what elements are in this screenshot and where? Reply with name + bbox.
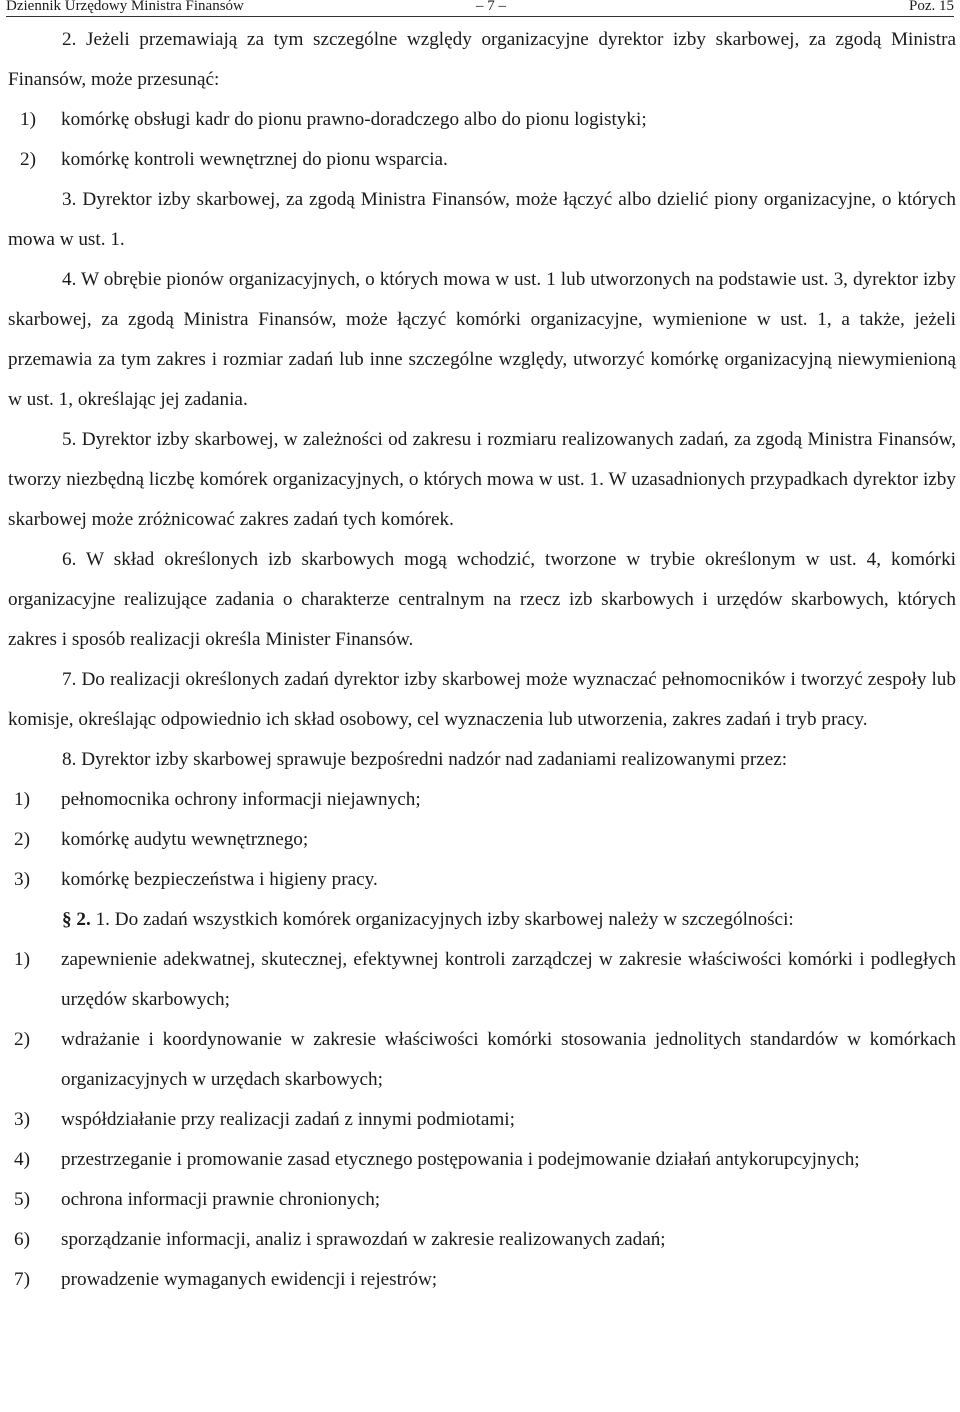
section-2-text: 1. Do zadań wszystkich komórek organizacyjnych izby skarbowej należy w szczególności: (90, 909, 794, 930)
list-text: ochrona informacji prawnie chronionych; (61, 1189, 381, 1210)
list-text: wdrażanie i koordynowanie w zakresie właściwości komórki stosowania jednolitych standardów w komórkach organizacyjnych w urzędach skarbowych; (61, 1029, 956, 1090)
position-number: Poz. 15 (909, 0, 954, 14)
page-header (0, 0, 960, 17)
list-text: komórkę audytu wewnętrznego; (61, 829, 309, 850)
list-number: 7) (14, 1269, 30, 1290)
list-item (8, 1100, 956, 1140)
paragraph-6: 6. W skład określonych izb skarbowych mogą wchodzić, tworzone w trybie określonym w ust. 4, komórki organizacyjne realizujące zadania o charakterze centralnym na rzecz izb skarbowych i urzędów skarbowych, których zakres i sposób realizacji określa Minister Finansów. (8, 549, 956, 650)
list-text: komórkę bezpieczeństwa i higieny pracy. (61, 869, 378, 890)
list-number: 5) (14, 1189, 30, 1210)
list-number: 4) (14, 1149, 30, 1170)
list-item (8, 860, 956, 900)
list-item (8, 820, 956, 860)
list-number: 3) (14, 869, 30, 890)
paragraph-7: 7. Do realizacji określonych zadań dyrektor izby skarbowej może wyznaczać pełnomocników i tworzyć zespoły lub komisje, określając odpowiednio ich skład osobowy, cel wyznaczenia lub utworzenia, zakres zadań i tryb pracy. (8, 669, 956, 730)
document-body (8, 20, 956, 1300)
paragraph-4: 4. W obrębie pionów organizacyjnych, o których mowa w ust. 1 lub utworzonych na podstawie ust. 3, dyrektor izby skarbowej, za zgodą Ministra Finansów, może łączyć komórki organizacyjne, wymienione w ust. 1, a także, jeżeli przemawia za tym zakres i rozmiar zadań lub inne szczególne względy, utworzyć komórkę organizacyjną niewymienioną w ust. 1, określając jej zadania. (8, 269, 956, 410)
list-item (8, 100, 956, 140)
paragraph-2: 2. Jeżeli przemawiają za tym szczególne względy organizacyjne dyrektor izby skarbowej, za zgodą Ministra Finansów, może przesunąć: (8, 29, 956, 90)
list-number: 3) (14, 1109, 30, 1130)
list-item (8, 140, 956, 180)
list-item (8, 1140, 956, 1180)
list-text: zapewnienie adekwatnej, skutecznej, efektywnej kontroli zarządczej w zakresie właściwości komórki i podległych urzędów skarbowych; (61, 949, 956, 1010)
list-number: 2) (14, 1029, 30, 1050)
paragraph-5: 5. Dyrektor izby skarbowej, w zależności od zakresu i rozmiaru realizowanych zadań, za zgodą Ministra Finansów, tworzy niezbędną liczbę komórek organizacyjnych, o których mowa w ust. 1. W uzasadnionych przypadkach dyrektor izby skarbowej może zróżnicować zakres zadań tych komórek. (8, 429, 956, 530)
header-divider (6, 16, 954, 17)
list-number: 1) (14, 949, 30, 970)
list-text: komórkę kontroli wewnętrznej do pionu wsparcia. (61, 149, 448, 170)
list-text: prowadzenie wymaganych ewidencji i rejestrów; (61, 1269, 438, 1290)
paragraph-3: 3. Dyrektor izby skarbowej, za zgodą Ministra Finansów, może łączyć albo dzielić piony organizacyjne, o których mowa w ust. 1. (8, 189, 956, 250)
list-text: sporządzanie informacji, analiz i sprawozdań w zakresie realizowanych zadań; (61, 1229, 666, 1250)
section-2-intro (8, 900, 956, 940)
list-number: 2) (20, 149, 36, 170)
list-text: komórkę obsługi kadr do pionu prawno-doradczego albo do pionu logistyki; (61, 109, 647, 130)
list-item (8, 1020, 956, 1100)
list-number: 2) (14, 829, 30, 850)
list-text: współdziałanie przy realizacji zadań z innymi podmiotami; (61, 1109, 515, 1130)
list-number: 1) (20, 109, 36, 130)
list-item (8, 1260, 956, 1300)
list-item (8, 780, 956, 820)
page-number: – 7 – (476, 0, 506, 14)
list-item (8, 1220, 956, 1260)
journal-title: Dziennik Urzędowy Ministra Finansów (6, 0, 244, 14)
paragraph-8: 8. Dyrektor izby skarbowej sprawuje bezpośredni nadzór nad zadaniami realizowanymi przez: (62, 749, 788, 770)
section-label: § 2. (62, 909, 91, 930)
list-item (8, 1180, 956, 1220)
list-text: przestrzeganie i promowanie zasad etycznego postępowania i podejmowanie działań antykorupcyjnych; (61, 1149, 860, 1170)
list-number: 1) (14, 789, 30, 810)
list-item (8, 940, 956, 1020)
list-text: pełnomocnika ochrony informacji niejawnych; (61, 789, 421, 810)
list-number: 6) (14, 1229, 30, 1250)
